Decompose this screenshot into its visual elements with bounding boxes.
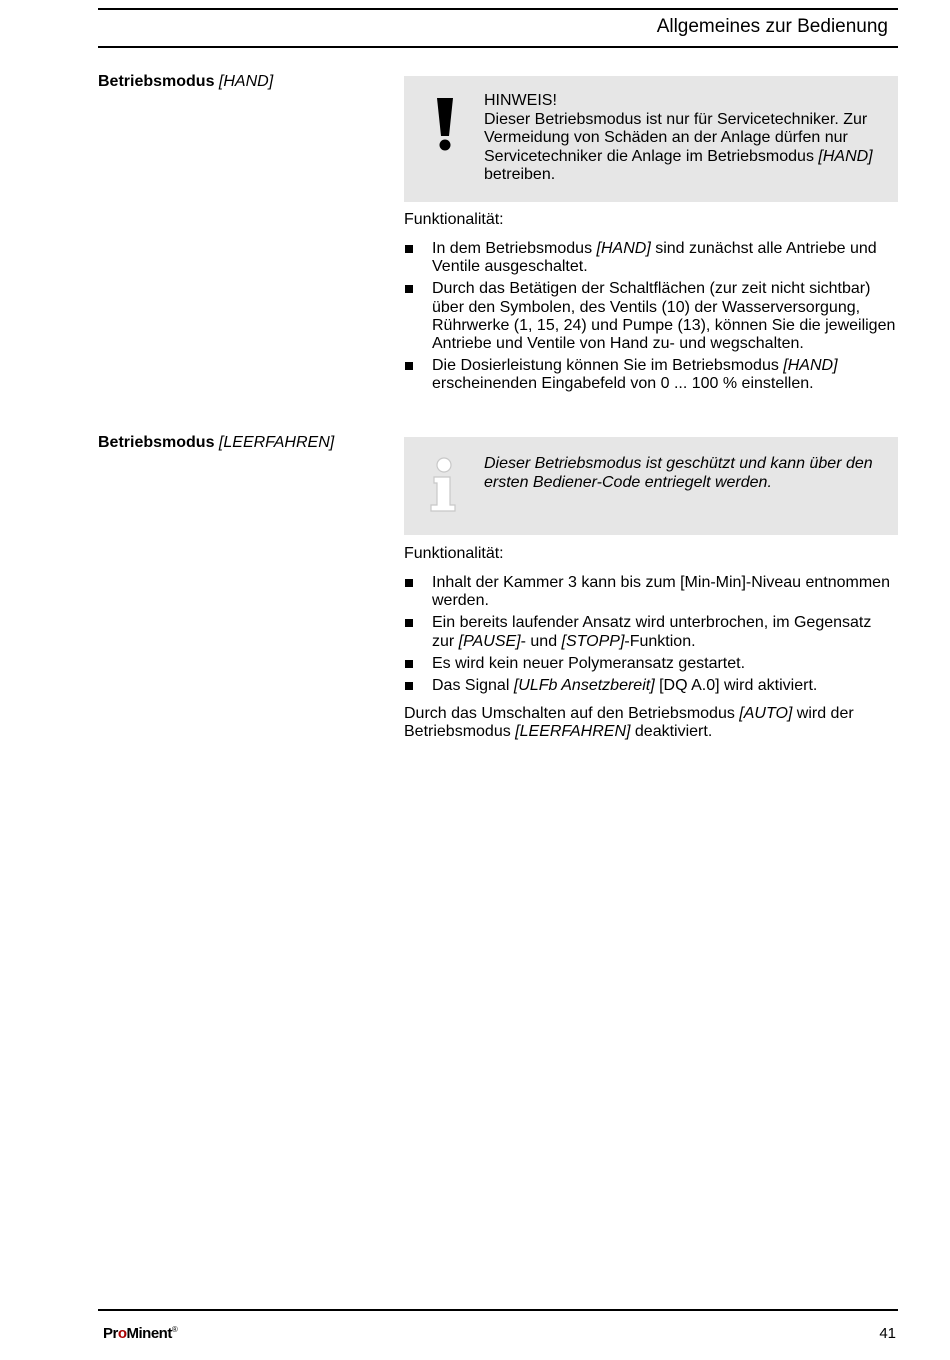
prominent-logo bbox=[103, 1325, 177, 1342]
info-icon bbox=[428, 455, 460, 515]
bullet-text-mid: - und bbox=[520, 632, 562, 650]
section-label-leerfahren bbox=[98, 434, 334, 452]
section-label-prefix: Betriebsmodus bbox=[98, 434, 219, 451]
bullet-mode-2: [STOPP] bbox=[561, 632, 625, 650]
logo-part-o: o bbox=[117, 1325, 127, 1342]
list-item bbox=[404, 240, 898, 277]
exclamation-icon bbox=[434, 96, 456, 152]
closing-text: Durch das Umschalten auf den Betriebsmodus bbox=[404, 705, 740, 722]
notice-text bbox=[484, 111, 884, 185]
closing-paragraph bbox=[404, 705, 898, 742]
page-number: 41 bbox=[879, 1325, 896, 1342]
notice-box-info bbox=[404, 437, 898, 535]
bullet-text-end: -Funktion. bbox=[624, 632, 696, 650]
bullet-text-end: erscheinenden Eingabefeld von 0 ... 100 % einstellen. bbox=[432, 375, 814, 393]
list-item bbox=[404, 677, 898, 695]
logo-part-pr: Pr bbox=[103, 1325, 118, 1342]
bullet-text-end: [DQ A.0] wird aktiviert. bbox=[654, 676, 818, 694]
notice-box-hinweis bbox=[404, 76, 898, 202]
closing-mode-auto: [AUTO] bbox=[739, 705, 793, 722]
notice-text-end: betreiben. bbox=[484, 166, 556, 183]
notice-body bbox=[484, 455, 884, 492]
square-bullet-icon bbox=[405, 579, 413, 587]
bullet-mode: [HAND] bbox=[783, 357, 838, 375]
bullet-text: Inhalt der Kammer 3 kann bis zum [Min-Min]-Niveau entnommen werden. bbox=[432, 574, 890, 610]
bullet-mode: [ULFb Ansetzbereit] bbox=[513, 676, 655, 694]
list-item bbox=[404, 574, 898, 611]
square-bullet-icon bbox=[405, 682, 413, 690]
square-bullet-icon bbox=[405, 362, 413, 370]
footer-rule bbox=[98, 1309, 898, 1311]
bullet-list-hand bbox=[404, 240, 898, 397]
bullet-list-leerfahren bbox=[404, 574, 898, 699]
closing-mode-leerfahren: [LEERFAHREN] bbox=[515, 723, 631, 741]
closing-text-end: deaktiviert. bbox=[630, 723, 713, 741]
header-bottom-rule bbox=[98, 46, 898, 48]
logo-part-rest: Minent bbox=[126, 1325, 172, 1342]
list-item bbox=[404, 655, 898, 673]
square-bullet-icon bbox=[405, 619, 413, 627]
notice-text-main: Dieser Betriebsmodus ist nur für Servicetechniker. Zur Vermeidung von Schäden an der Anlage dürfen nur Servicetechniker die Anlage im Betriebsmodus bbox=[484, 110, 868, 165]
square-bullet-icon bbox=[405, 285, 413, 293]
square-bullet-icon bbox=[405, 245, 413, 253]
bullet-text: Es wird kein neuer Polymeransatz gestartet. bbox=[432, 654, 746, 672]
bullet-text: Die Dosierleistung können Sie im Betriebsmodus bbox=[432, 357, 784, 375]
logo-registered-mark: ® bbox=[171, 1325, 178, 1334]
section-label-mode: [HAND] bbox=[218, 73, 274, 90]
section-label-prefix: Betriebsmodus bbox=[98, 73, 219, 90]
bullet-mode: [PAUSE] bbox=[458, 632, 521, 650]
list-item bbox=[404, 357, 898, 394]
list-item bbox=[404, 614, 898, 651]
bullet-mode: [HAND] bbox=[596, 240, 651, 257]
bullet-text: In dem Betriebsmodus bbox=[432, 240, 597, 257]
bullet-text-end: sind zunächst alle Antriebe und Ventile ausgeschaltet. bbox=[432, 240, 877, 276]
square-bullet-icon bbox=[405, 660, 413, 668]
section-label-mode: [LEERFAHREN] bbox=[218, 434, 335, 451]
notice-text: Dieser Betriebsmodus ist geschützt und kann über den ersten Bediener-Code entriegelt werden. bbox=[484, 455, 873, 491]
notice-text-mode: [HAND] bbox=[818, 147, 873, 165]
bullet-text: Das Signal bbox=[432, 676, 514, 694]
bullet-text: Ein bereits laufender Ansatz wird unterbrochen, im Gegensatz zur bbox=[432, 614, 872, 650]
page-header-title: Allgemeines zur Bedienung bbox=[656, 16, 888, 37]
bullet-text: Durch das Betätigen der Schaltflächen (zur zeit nicht sichtbar) über den Symbolen, des Ventils (10) der Wasserversorgung, Rührwerke (1, 15, 24) und Pumpe (13), können Sie die jeweiligen Antriebe und Ventile von Hand zu- und wegschalten. bbox=[432, 280, 896, 353]
header-top-rule bbox=[98, 8, 898, 10]
section-label-hand bbox=[98, 73, 273, 91]
notice-body bbox=[484, 92, 884, 185]
closing-text-mid: wird der Betriebsmodus bbox=[404, 705, 854, 741]
function-heading-leerfahren: Funktionalität: bbox=[404, 545, 504, 562]
notice-title: HINWEIS! bbox=[484, 92, 557, 109]
function-heading-hand: Funktionalität: bbox=[404, 211, 504, 228]
list-item bbox=[404, 280, 898, 353]
